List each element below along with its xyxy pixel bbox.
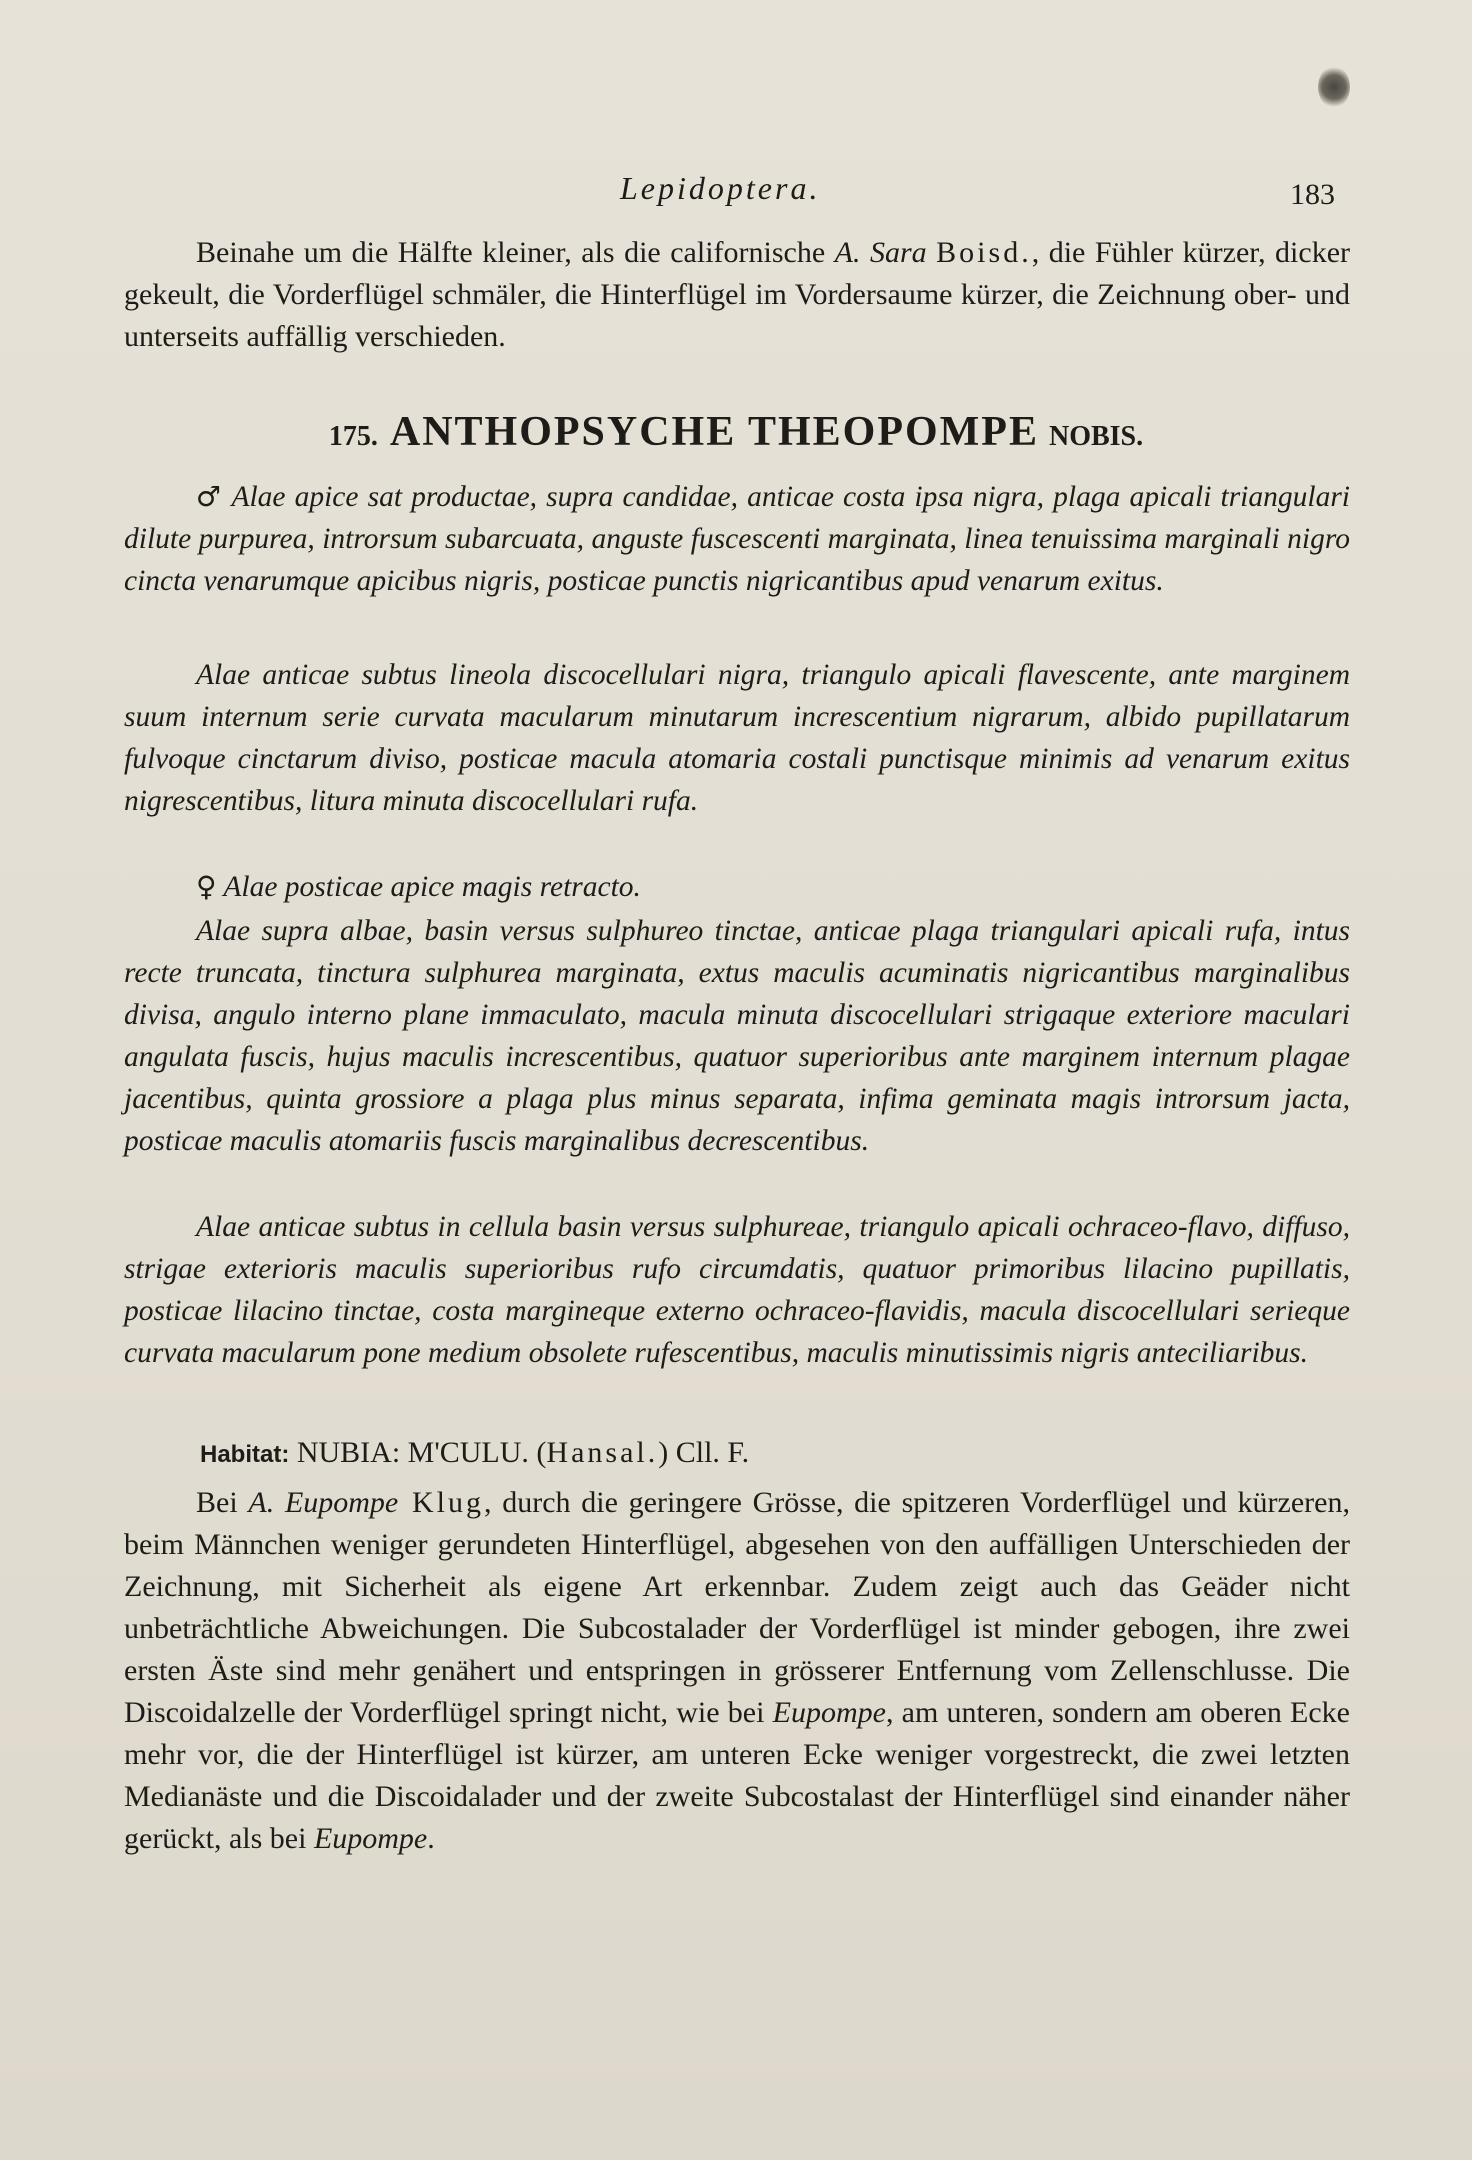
discussion-paragraph — [124, 1482, 1350, 1860]
species-number: 175. — [328, 421, 378, 452]
latin-male-under — [124, 654, 1350, 822]
discussion-author: Klug — [398, 1486, 484, 1519]
running-title: Lepidoptera. — [620, 170, 821, 206]
latin-male-upper — [124, 476, 1350, 602]
running-head — [0, 170, 1472, 220]
intro-text-2: , die Fühler kürzer, dicker gekeult, die Vorderflügel schmäler, die Hinterflügel im Vordersaume kürzer, die Zeichnung ober- und unterseits auffällig verschieden. — [124, 236, 1351, 353]
habitat-line — [124, 1432, 1350, 1476]
discussion-eupompe-1: Eupompe — [772, 1696, 886, 1729]
male-under-text: Alae anticae subtus lineola discocellulari nigra, triangulo apicali flavescente, ante marginem suum internum serie curvata macularum minutarum increscentium nigrarum, albido pupillatarum fulvoque cinctarum diviso, posticae macula atomaria costali punctisque minimis ad venarum exitus nigrescentibus, litura minuta discocellulari rufa. — [124, 659, 1350, 817]
habitat-label: Habitat: — [200, 1441, 290, 1468]
page-number: 183 — [1290, 178, 1335, 211]
habitat-after: ) Cll. F. — [658, 1436, 750, 1469]
discussion-text-1: , durch die geringere Grösse, die spitzeren Vorderflügel und kürzeren, beim Männchen weniger gerundeten Hinterflügel, abgesehen von den auffälligen Unterschieden der Zeichnung, mit Sicherheit als eigene Art erkennbar. Zudem zeigt auch das Geäder nicht unbeträchtliche Abweichungen. Die Subcostalader der Vorderflügel ist minder gebogen, ihre zwei ersten Äste sind mehr genähert und entspringen in grösserer Entfernung vom Zellenschlusse. Die Discoidalzelle der Vorderflügel springt nicht, wie bei — [124, 1486, 1350, 1729]
habitat-collector: Hansal. — [546, 1436, 659, 1469]
intro-author: Boisd. — [936, 236, 1032, 269]
latin-female-upper — [124, 910, 1350, 1162]
discussion-eupompe-2: Eupompe — [313, 1822, 428, 1855]
intro-text-1: Beinahe um die Hälfte kleiner, als die californische — [196, 236, 835, 269]
intro-species: A. Sara — [834, 236, 927, 269]
habitat-locality: NUBIA: M'CULU. ( — [289, 1436, 547, 1469]
female-symbol: ♀ — [196, 870, 217, 903]
ink-stain — [1318, 66, 1350, 108]
female-upper-text: Alae supra albae, basin versus sulphureo tinctae, anticae plaga triangulari apicali rufa, intus recte truncata, tinctura sulphurea marginata, extus maculis acuminatis nigricantibus marginalibus divisa, angulo interno plane immaculato, macula minuta discocellulari strigaque exteriore maculari angulata fuscis, hujus maculis increscentibus, quatuor superioribus ante marginem internum plagae jacentibus, quinta grossiore a plaga plus minus separata, infima geminata magis introrsum jacta, posticae maculis atomariis fuscis marginalibus decrescentibus. — [124, 915, 1350, 1157]
species-author: NOBIS. — [1048, 421, 1144, 452]
intro-paragraph — [124, 232, 1350, 358]
male-upper-text: Alae apice sat productae, supra candidae, anticae costa ipsa nigra, plaga apicali triangulari dilute purpurea, introrsum subarcuata, anguste fuscescenti marginata, linea tenuissima marginali nigro cincta venarumque apicibus nigris, posticae punctis nigricantibus apud venarum exitus. — [124, 481, 1350, 597]
discussion-text-0: Bei — [196, 1486, 249, 1519]
female-intro-text: Alae posticae apice magis retracto. — [223, 871, 641, 903]
species-heading — [0, 408, 1472, 456]
latin-female-intro — [124, 866, 1350, 908]
latin-female-under — [124, 1206, 1350, 1374]
species-name: ANTHOPSYCHE THEOPOMPE — [389, 409, 1039, 455]
discussion-species: A. Eupompe — [248, 1486, 399, 1519]
discussion-text-2: , am unteren, sondern am oberen Ecke mehr vor, die der Hinterflügel ist kürzer, am unteren Ecke weniger vorgestreckt, die zwei letzten Medianäste und die Discoidalader und der zweite Subcostalast der Hinterflügel sind einander näher gerückt, als bei — [124, 1696, 1350, 1855]
male-symbol: ♂ — [196, 480, 223, 513]
female-under-text: Alae anticae subtus in cellula basin versus sulphureae, triangulo apicali ochraceo-flavo, diffuso, strigae exterioris maculis superioribus rufo circumdatis, quatuor primoribus lilacino pupillatis, posticae lilacino tinctae, costa margineque externo ochraceo-flavidis, macula discocellulari serieque curvata macularum pone medium obsolete rufescentibus, maculis minutissimis nigris anteciliaribus. — [124, 1211, 1350, 1369]
discussion-end: . — [427, 1822, 435, 1855]
